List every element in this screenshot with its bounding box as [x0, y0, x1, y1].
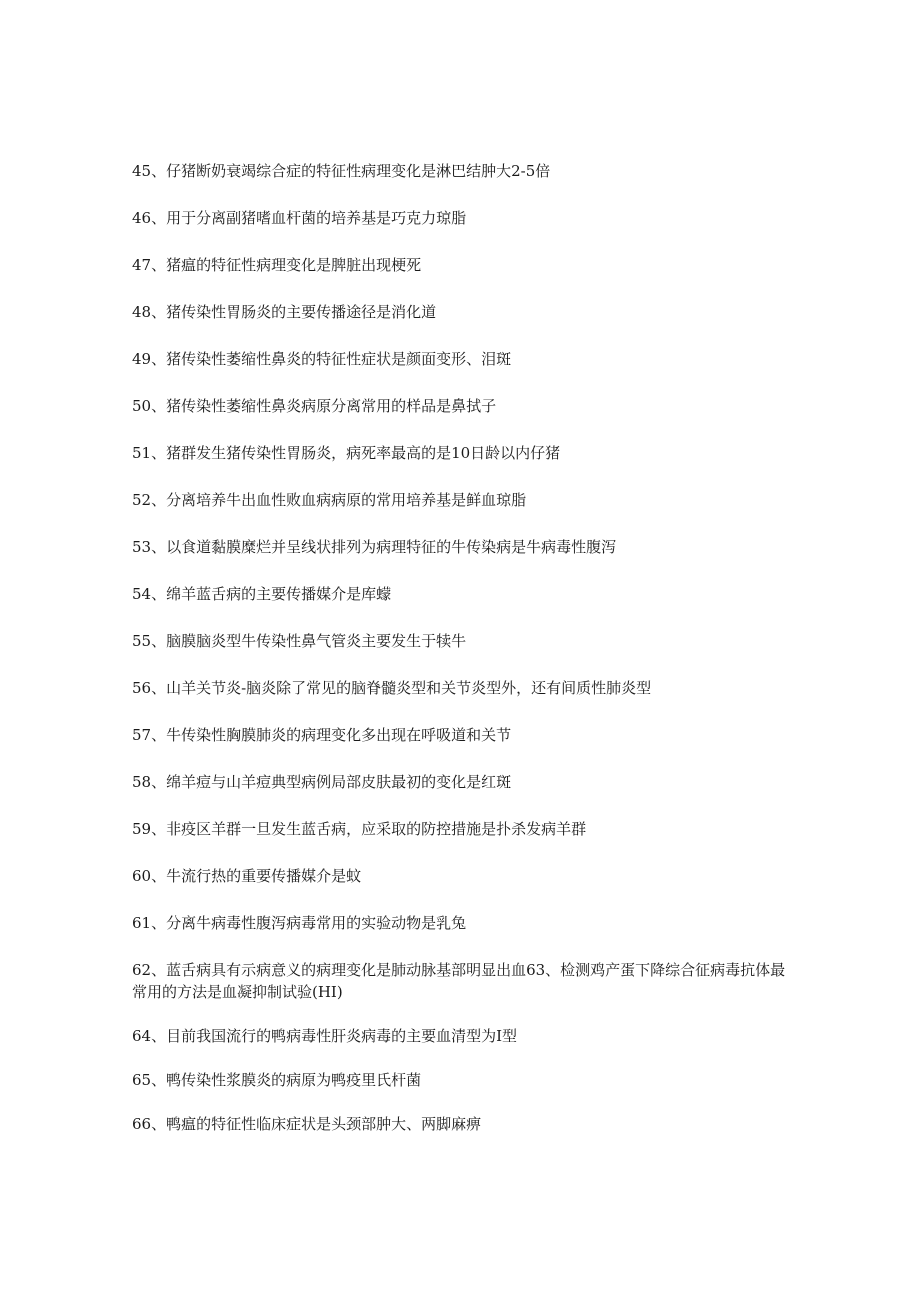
list-item: 46、用于分离副猪嗜血杆菌的培养基是巧克力琼脂: [132, 209, 467, 227]
list-item: 62、蓝舌病具有示病意义的病理变化是肺动脉基部明显出血63、检测鸡产蛋下降综合征病毒抗体最常用的方法是血凝抑制试验(HI): [132, 961, 786, 1001]
question-list: [132, 160, 792, 1135]
list-item: 51、猪群发生猪传染性胃肠炎，病死率最高的是10日龄以内仔猪: [132, 444, 561, 462]
list-item: 66、鸭瘟的特征性临床症状是头颈部肿大、两脚麻痹: [132, 1115, 482, 1133]
list-item: 59、非疫区羊群一旦发生蓝舌病，应采取的防控措施是扑杀发病羊群: [132, 820, 587, 838]
list-item: 50、猪传染性萎缩性鼻炎病原分离常用的样品是鼻拭子: [132, 397, 497, 415]
list-item: 47、猪瘟的特征性病理变化是脾脏出现梗死: [132, 256, 422, 274]
list-item: 65、鸭传染性浆膜炎的病原为鸭疫里氏杆菌: [132, 1071, 422, 1089]
list-item: 56、山羊关节炎-脑炎除了常见的脑脊髓炎型和关节炎型外，还有间质性肺炎型: [132, 679, 652, 697]
list-item: 61、分离牛病毒性腹泻病毒常用的实验动物是乳兔: [132, 914, 467, 932]
list-item: 58、绵羊痘与山羊痘典型病例局部皮肤最初的变化是红斑: [132, 773, 512, 791]
list-item: 48、猪传染性胃肠炎的主要传播途径是消化道: [132, 303, 437, 321]
list-item: 64、目前我国流行的鸭病毒性肝炎病毒的主要血清型为I型: [132, 1027, 518, 1045]
list-item: 54、绵羊蓝舌病的主要传播媒介是库蠓: [132, 585, 392, 603]
list-item: 49、猪传染性萎缩性鼻炎的特征性症状是颜面变形、泪斑: [132, 350, 512, 368]
list-item: 55、脑膜脑炎型牛传染性鼻气管炎主要发生于犊牛: [132, 632, 467, 650]
list-item: 52、分离培养牛出血性败血病病原的常用培养基是鲜血琼脂: [132, 491, 527, 509]
list-item: 57、牛传染性胸膜肺炎的病理变化多出现在呼吸道和关节: [132, 726, 512, 744]
list-item: 60、牛流行热的重要传播媒介是蚊: [132, 867, 362, 885]
list-item: 45、仔猪断奶衰竭综合症的特征性病理变化是淋巴结肿大2-5倍: [132, 162, 551, 180]
list-item: 53、以食道黏膜糜烂并呈线状排列为病理特征的牛传染病是牛病毒性腹泻: [132, 538, 617, 556]
